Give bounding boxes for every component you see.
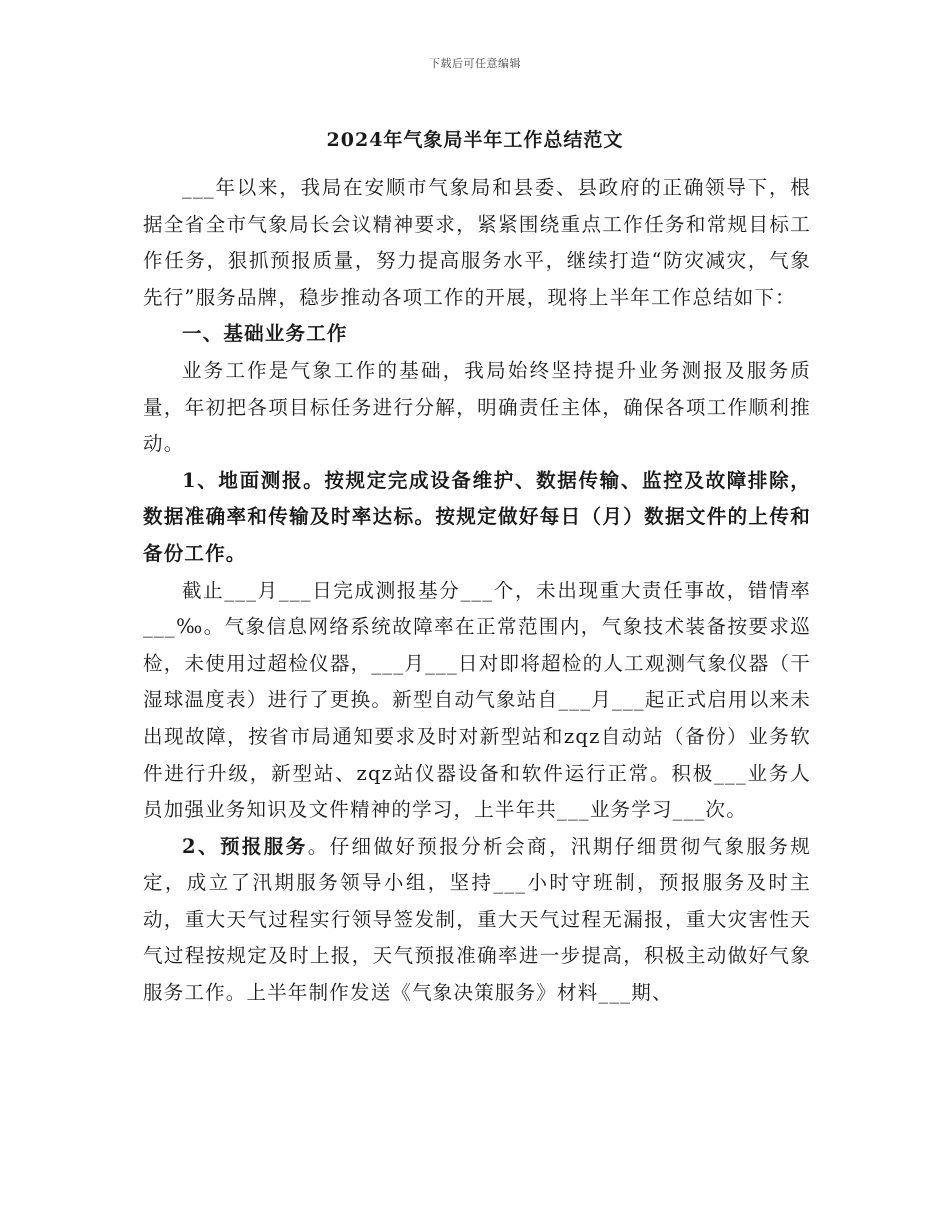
header-note: 下载后可任意编辑 xyxy=(429,57,521,70)
document-title: 2024年气象局半年工作总结范文 xyxy=(326,129,624,151)
item2-paragraph xyxy=(143,829,811,1012)
section1-paragraph: 业务工作是气象工作的基础，我局始终坚持提升业务测报及服务质量，年初把各项目标任务进行分解，明确责任主体，确保各项工作顺利推动。 xyxy=(143,358,811,456)
item1-bold-paragraph: 1、地面测报。按规定完成设备维护、数据传输、监控及故障排除，数据准确率和传输及时率达标。按规定做好每日（月）数据文件的上传和备份工作。 xyxy=(143,468,811,565)
intro-paragraph: ___年以来，我局在安顺市气象局和县委、县政府的正确领导下，根据全省全市气象局长会议精神要求，紧紧围绕重点工作任务和常规目标工作任务，狠抓预报质量，努力提高服务水平，继续打造“防灾减灾，气象先行”服务品牌，稳步推动各项工作的开展，现将上半年工作总结如下： xyxy=(143,176,811,309)
item2-text: 。仔细做好预报分析会商，汛期仔细贯彻气象服务规定，成立了汛期服务领导小组，坚持___小时守班制，预报服务及时主动，重大天气过程实行领导签发制，重大天气过程无漏报，重大灾害性天气过程按规定及时上报，天气预报准确率进一步提高，积极主动做好气象服务工作。上半年制作发送《气象决策服务》材料___期、 xyxy=(143,834,811,1005)
item1-detail-paragraph: 截止___月___日完成测报基分___个，未出现重大责任事故，错情率___‰。气象信息网络系统故障率在正常范围内，气象技术装备按要求巡检，未使用过超检仪器，___月___日对即将超检的人工观测气象仪器（干湿球温度表）进行了更换。新型自动气象站自___月___起正式启用以来未出现故障，按省市局通知要求及时对新型站和zqz自动站（备份）业务软件进行升级，新型站、zqz站仪器设备和软件运行正常。积极___业务人员加强业务知识及文件精神的学习，上半年共___业务学习___次。 xyxy=(143,578,811,822)
document-body xyxy=(143,170,811,1012)
section1-heading: 一、基础业务工作 xyxy=(182,322,348,346)
item2-label: 2、预报服务 xyxy=(182,834,308,858)
